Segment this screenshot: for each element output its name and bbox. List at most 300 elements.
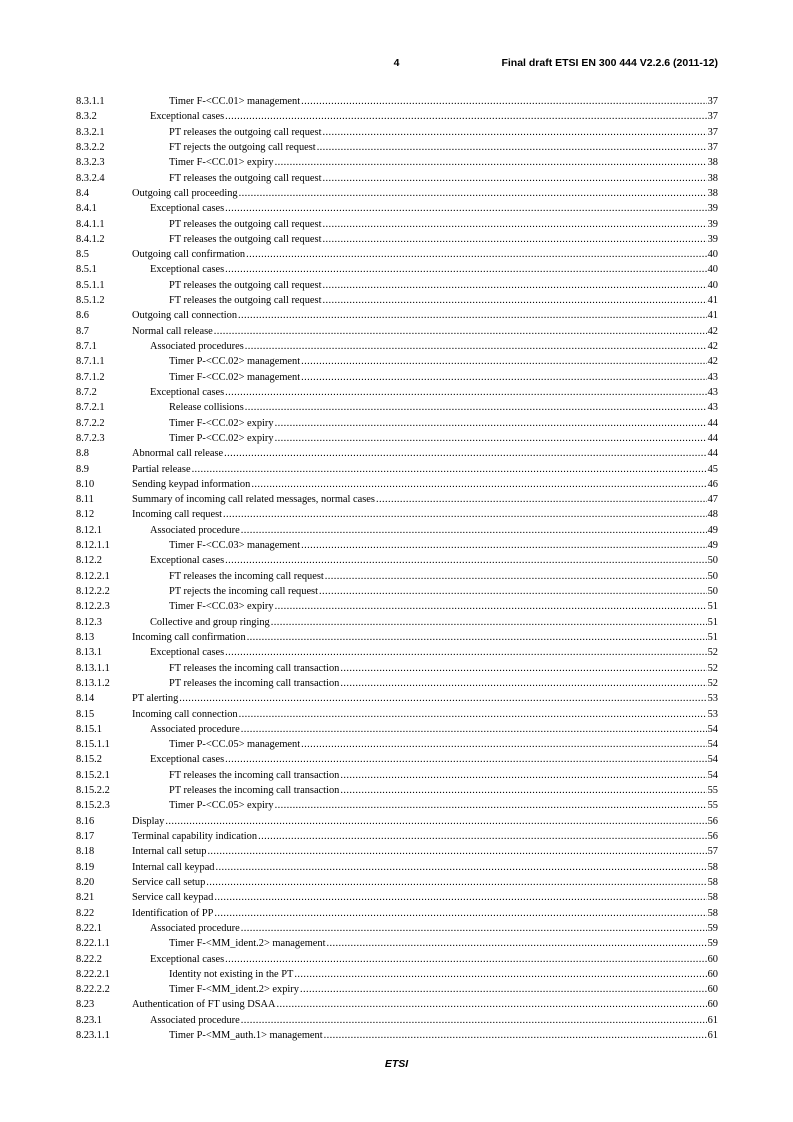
toc-entry-page: 58 [707, 907, 718, 919]
toc-entry-body [132, 125, 718, 140]
toc-entry-title: Exceptional cases [150, 203, 225, 215]
toc-entry-number: 8.4.1 [76, 203, 97, 215]
toc-entry-number: 8.7 [76, 325, 89, 337]
toc-entry-body [132, 1013, 718, 1028]
dot-leader [207, 844, 706, 859]
toc-entry-page: 52 [707, 647, 718, 659]
toc-entry-body [132, 201, 718, 216]
toc-entry-page: 37 [707, 96, 718, 107]
toc-entry-title: Identification of PP [132, 907, 214, 919]
toc-entry-body [132, 661, 718, 676]
dot-leader [214, 324, 707, 339]
toc-entry-title: Exceptional cases [150, 647, 225, 659]
toc-entry-body [132, 783, 718, 798]
toc-entry[interactable] [76, 921, 718, 936]
toc-entry-number: 8.3.1.1 [76, 96, 105, 107]
toc-entry-page: 51 [707, 601, 718, 613]
toc-entry[interactable] [76, 492, 718, 507]
toc-entry[interactable] [76, 829, 718, 844]
toc-entry[interactable] [76, 370, 718, 385]
toc-entry[interactable] [76, 1028, 718, 1043]
toc-entry-number: 8.11 [76, 494, 94, 506]
dot-leader [225, 262, 706, 277]
toc-entry-number: 8.13.1.2 [76, 677, 110, 689]
toc-entry[interactable] [76, 1013, 718, 1028]
toc-entry[interactable] [76, 798, 718, 813]
dot-leader [301, 538, 706, 553]
toc-entry[interactable] [76, 615, 718, 630]
toc-entry-body [132, 94, 718, 109]
toc-entry-page: 43 [707, 386, 718, 398]
toc-entry-body [132, 798, 718, 813]
toc-entry-page: 58 [707, 876, 718, 888]
toc-entry[interactable] [76, 860, 718, 875]
dot-leader [214, 890, 706, 905]
dot-leader [247, 630, 707, 645]
toc-entry-number: 8.4 [76, 187, 89, 199]
toc-entry-page: 60 [707, 968, 718, 980]
toc-entry-body [132, 921, 718, 936]
toc-entry-body [132, 829, 718, 844]
toc-entry-title: Associated procedure [150, 723, 240, 735]
toc-entry-title: Exceptional cases [150, 111, 225, 123]
toc-entry-number: 8.5 [76, 249, 89, 261]
dot-leader [245, 339, 707, 354]
toc-entry-page: 59 [707, 922, 718, 934]
toc-entry-title: PT releases the outgoing call request [169, 279, 322, 291]
toc-entry[interactable] [76, 186, 718, 201]
toc-entry-page: 42 [707, 341, 718, 352]
toc-entry-title: Timer F-<CC.03> expiry [169, 601, 274, 613]
toc-entry-title: Timer F-<CC.03> management [169, 540, 301, 552]
dot-leader [239, 707, 707, 722]
toc-entry-title: Exceptional cases [150, 555, 225, 567]
toc-entry-page: 51 [707, 616, 718, 628]
toc-entry-body [132, 615, 718, 630]
toc-entry-title: Authentication of FT using DSAA [132, 999, 276, 1011]
toc-entry-page: 42 [707, 325, 718, 337]
dot-leader [322, 278, 706, 293]
dot-leader [258, 829, 707, 844]
toc-entry-number: 8.5.1.1 [76, 279, 105, 291]
toc-entry-number: 8.15 [76, 708, 95, 720]
dot-leader [251, 477, 706, 492]
dot-leader [275, 798, 707, 813]
toc-entry-page: 45 [707, 463, 718, 475]
toc-entry-body [132, 477, 718, 492]
toc-entry-title: Timer P-<CC.05> expiry [169, 800, 274, 812]
toc-entry-body [132, 140, 718, 155]
dot-leader [271, 615, 707, 630]
toc-entry-number: 8.10 [76, 478, 95, 490]
toc-entry-title: Partial release [132, 463, 191, 475]
toc-entry-title: Exceptional cases [150, 754, 225, 766]
dot-leader [225, 385, 706, 400]
toc-entry-body [132, 109, 718, 124]
toc-entry-body [132, 630, 718, 645]
toc-entry-page: 37 [707, 111, 718, 123]
toc-entry-title: Identity not existing in the PT [169, 968, 294, 980]
toc-entry-title: Exceptional cases [150, 386, 225, 398]
toc-entry[interactable] [76, 94, 718, 109]
toc-entry[interactable] [76, 477, 718, 492]
toc-entry-number: 8.6 [76, 310, 89, 322]
toc-entry-page: 39 [707, 233, 718, 245]
toc-entry[interactable] [76, 308, 718, 323]
toc-entry-page: 54 [707, 739, 718, 751]
toc-entry-title: Display [132, 815, 165, 827]
toc-entry-title: PT releases the outgoing call request [169, 218, 322, 230]
toc-entry-number: 8.14 [76, 693, 95, 705]
dot-leader [223, 507, 707, 522]
toc-entry[interactable] [76, 844, 718, 859]
toc-entry[interactable] [76, 201, 718, 216]
toc-entry-title: Exceptional cases [150, 264, 225, 276]
toc-entry-number: 8.3.2.4 [76, 172, 105, 184]
toc-entry[interactable] [76, 584, 718, 599]
dot-leader [325, 569, 707, 584]
toc-entry[interactable] [76, 523, 718, 538]
toc-entry-body [132, 370, 718, 385]
toc-entry-body [132, 538, 718, 553]
dot-leader [214, 906, 706, 921]
dot-leader [192, 462, 707, 477]
toc-entry-number: 8.21 [76, 892, 95, 904]
toc-entry-page: 40 [707, 264, 718, 276]
toc-entry-title: Service call setup [132, 876, 206, 888]
toc-entry-title: Abnormal call release [132, 448, 224, 460]
toc-entry-title: Collective and group ringing [150, 616, 270, 628]
toc-entry-page: 61 [707, 1030, 718, 1042]
toc-entry-body [132, 492, 718, 507]
toc-entry-title: Associated procedure [150, 524, 240, 536]
toc-entry-body [132, 354, 718, 369]
toc-entry[interactable] [76, 431, 718, 446]
toc-entry-page: 53 [707, 708, 718, 720]
toc-entry[interactable] [76, 446, 718, 461]
toc-entry-number: 8.23.1.1 [76, 1030, 110, 1042]
toc-entry-body [132, 462, 718, 477]
toc-entry-body [132, 875, 718, 890]
dot-leader [340, 661, 706, 676]
toc-entry-page: 52 [707, 677, 718, 689]
toc-entry[interactable] [76, 599, 718, 614]
toc-entry[interactable] [76, 906, 718, 921]
toc-entry-body [132, 553, 718, 568]
toc-entry-number: 8.3.2.3 [76, 157, 105, 169]
toc-entry-title: FT releases the incoming call transaction [169, 769, 340, 781]
toc-entry-page: 37 [707, 126, 718, 138]
toc-entry-title: Exceptional cases [150, 953, 225, 965]
toc-entry-title: Service call keypad [132, 892, 214, 904]
dot-leader [225, 645, 706, 660]
toc-entry-page: 51 [707, 631, 718, 643]
footer-etsi: ETSI [384, 1058, 409, 1070]
table-of-contents [76, 94, 718, 1043]
toc-entry[interactable] [76, 324, 718, 339]
toc-entry-title: Associated procedure [150, 922, 240, 934]
toc-entry[interactable] [76, 538, 718, 553]
toc-entry-title: FT releases the incoming call transaction [169, 662, 340, 674]
toc-entry-title: Sending keypad information [132, 478, 251, 490]
toc-entry-body [132, 752, 718, 767]
toc-entry-body [132, 186, 718, 201]
toc-entry[interactable] [76, 569, 718, 584]
toc-entry[interactable] [76, 967, 718, 982]
toc-entry-title: Timer P-<MM_auth.1> management [169, 1030, 323, 1042]
toc-entry[interactable] [76, 416, 718, 431]
toc-entry-number: 8.17 [76, 831, 95, 842]
toc-entry-page: 38 [707, 157, 718, 169]
toc-entry-body [132, 1028, 718, 1043]
toc-entry-page: 37 [707, 141, 718, 153]
toc-entry-page: 39 [707, 218, 718, 230]
toc-entry-title: Outgoing call connection [132, 310, 238, 322]
toc-entry-title: Associated procedures [150, 341, 244, 352]
toc-entry-title: FT releases the outgoing call request [169, 295, 322, 307]
toc-entry-page: 58 [707, 892, 718, 904]
toc-entry-body [132, 936, 718, 951]
toc-entry-title: Timer P-<CC.02> expiry [169, 432, 274, 444]
toc-entry[interactable] [76, 155, 718, 170]
toc-entry[interactable] [76, 354, 718, 369]
toc-entry[interactable] [76, 936, 718, 951]
toc-entry-number: 8.5.1.2 [76, 295, 105, 307]
toc-entry[interactable] [76, 997, 718, 1012]
toc-entry-page: 54 [707, 723, 718, 735]
toc-entry-page: 56 [707, 815, 718, 827]
toc-entry-page: 46 [707, 478, 718, 490]
toc-entry[interactable] [76, 385, 718, 400]
toc-entry-body [132, 171, 718, 186]
toc-entry[interactable] [76, 645, 718, 660]
toc-entry-page: 55 [707, 800, 718, 812]
toc-entry-body [132, 278, 718, 293]
toc-entry-body [132, 446, 718, 461]
toc-entry-number: 8.22.2.2 [76, 984, 110, 996]
toc-entry-number: 8.22 [76, 907, 95, 919]
toc-entry-number: 8.18 [76, 846, 95, 858]
dot-leader [300, 982, 707, 997]
toc-entry-body [132, 890, 718, 905]
toc-entry-body [132, 599, 718, 614]
toc-entry-number: 8.22.2 [76, 953, 102, 965]
toc-entry-page: 41 [707, 310, 718, 322]
dot-leader [277, 997, 707, 1012]
toc-entry-page: 38 [707, 187, 718, 199]
toc-entry[interactable] [76, 462, 718, 477]
toc-entry-page: 39 [707, 203, 718, 215]
toc-entry[interactable] [76, 171, 718, 186]
toc-entry[interactable] [76, 890, 718, 905]
dot-leader [301, 370, 706, 385]
toc-entry-number: 8.12.3 [76, 616, 102, 628]
dot-leader [301, 354, 706, 369]
toc-entry[interactable] [76, 293, 718, 308]
page-number: 4 [393, 57, 400, 69]
toc-entry[interactable] [76, 278, 718, 293]
toc-entry-title: Timer F-<CC.01> management [169, 96, 301, 107]
toc-entry-body [132, 814, 718, 829]
dot-leader [322, 232, 706, 247]
toc-entry[interactable] [76, 676, 718, 691]
dot-leader [275, 155, 707, 170]
toc-entry-number: 8.15.2.1 [76, 769, 110, 781]
toc-entry-title: Normal call release [132, 325, 213, 337]
toc-entry[interactable] [76, 722, 718, 737]
toc-entry-page: 56 [707, 831, 718, 842]
toc-entry-page: 43 [707, 371, 718, 383]
toc-entry[interactable] [76, 140, 718, 155]
toc-entry-number: 8.22.1.1 [76, 938, 110, 950]
toc-entry[interactable] [76, 783, 718, 798]
toc-entry-page: 49 [707, 524, 718, 536]
toc-entry[interactable] [76, 630, 718, 645]
dot-leader [322, 171, 706, 186]
toc-entry-page: 44 [707, 417, 718, 429]
toc-entry-title: Internal call setup [132, 846, 207, 858]
toc-entry-page: 40 [707, 249, 718, 261]
toc-entry-body [132, 722, 718, 737]
toc-entry[interactable] [76, 125, 718, 140]
toc-entry-title: Timer P-<CC.05> management [169, 739, 301, 751]
toc-entry-body [132, 385, 718, 400]
toc-entry[interactable] [76, 875, 718, 890]
toc-entry-body [132, 400, 718, 415]
toc-entry-page: 40 [707, 279, 718, 291]
dot-leader [241, 1013, 707, 1028]
toc-entry-number: 8.12.2.2 [76, 586, 110, 597]
toc-entry-title: PT rejects the incoming call request [169, 586, 318, 597]
dot-leader [241, 722, 707, 737]
dot-leader [340, 768, 706, 783]
toc-entry-body [132, 155, 718, 170]
toc-entry[interactable] [76, 814, 718, 829]
toc-entry-title: FT releases the outgoing call request [169, 233, 322, 245]
toc-entry-body [132, 339, 718, 354]
toc-entry-number: 8.23.1 [76, 1014, 102, 1026]
toc-entry-body [132, 707, 718, 722]
toc-entry-number: 8.15.1 [76, 723, 102, 735]
toc-entry-body [132, 217, 718, 232]
dot-leader [324, 1028, 707, 1043]
toc-entry-number: 8.12.1.1 [76, 540, 110, 552]
toc-entry-number: 8.7.2.1 [76, 402, 105, 414]
toc-entry[interactable] [76, 232, 718, 247]
toc-entry-page: 54 [707, 769, 718, 781]
toc-entry-title: Timer P-<CC.02> management [169, 356, 301, 368]
toc-entry-page: 41 [707, 295, 718, 307]
toc-entry-number: 8.20 [76, 876, 95, 888]
toc-entry-number: 8.15.1.1 [76, 739, 110, 751]
dot-leader [319, 584, 707, 599]
toc-entry-body [132, 507, 718, 522]
toc-entry[interactable] [76, 982, 718, 997]
toc-entry[interactable] [76, 661, 718, 676]
toc-entry-number: 8.3.2.2 [76, 141, 105, 153]
toc-entry-title: PT releases the incoming call transaction [169, 785, 340, 797]
toc-entry-page: 50 [707, 570, 718, 582]
toc-entry[interactable] [76, 262, 718, 277]
toc-entry-body [132, 569, 718, 584]
dot-leader [225, 553, 706, 568]
toc-entry[interactable] [76, 768, 718, 783]
toc-entry[interactable] [76, 691, 718, 706]
toc-entry[interactable] [76, 339, 718, 354]
toc-entry-title: Associated procedure [150, 1014, 240, 1026]
toc-entry-title: Summary of incoming call related messages, normal cases [132, 494, 375, 506]
dot-leader [225, 109, 706, 124]
toc-entry-number: 8.12.1 [76, 524, 102, 536]
toc-entry-number: 8.9 [76, 463, 89, 475]
toc-entry[interactable] [76, 400, 718, 415]
toc-entry-body [132, 844, 718, 859]
toc-entry-page: 57 [707, 846, 718, 858]
toc-entry-number: 8.13.1 [76, 647, 102, 659]
toc-entry-title: PT releases the incoming call transaction [169, 677, 340, 689]
dot-leader [179, 691, 706, 706]
dot-leader [238, 308, 707, 323]
toc-entry[interactable] [76, 553, 718, 568]
toc-entry[interactable] [76, 247, 718, 262]
toc-entry-body [132, 324, 718, 339]
toc-entry-page: 43 [707, 402, 718, 414]
toc-entry-body [132, 523, 718, 538]
toc-entry-number: 8.12.2 [76, 555, 102, 567]
toc-entry[interactable] [76, 707, 718, 722]
toc-entry-page: 53 [707, 693, 718, 705]
toc-entry[interactable] [76, 109, 718, 124]
toc-entry-page: 60 [707, 953, 718, 965]
dot-leader [246, 247, 706, 262]
toc-entry-number: 8.15.2.3 [76, 800, 110, 812]
toc-entry-title: Timer F-<CC.02> management [169, 371, 301, 383]
dot-leader [241, 523, 707, 538]
toc-entry-number: 8.8 [76, 448, 89, 460]
document-title: Final draft ETSI EN 300 444 V2.2.6 (2011-12) [501, 57, 718, 69]
dot-leader [225, 201, 706, 216]
toc-entry-number: 8.15.2 [76, 754, 102, 766]
toc-entry-body [132, 262, 718, 277]
toc-entry-title: Incoming call request [132, 509, 223, 521]
toc-entry-title: Release collisions [169, 402, 244, 414]
dot-leader [241, 921, 707, 936]
toc-entry-body [132, 584, 718, 599]
toc-entry[interactable] [76, 952, 718, 967]
toc-entry-body [132, 737, 718, 752]
dot-leader [275, 599, 707, 614]
toc-entry-page: 60 [707, 984, 718, 996]
toc-entry-body [132, 967, 718, 982]
toc-entry-title: FT releases the outgoing call request [169, 172, 322, 184]
toc-entry[interactable] [76, 737, 718, 752]
toc-entry-title: Outgoing call confirmation [132, 249, 246, 261]
toc-entry[interactable] [76, 752, 718, 767]
toc-entry-body [132, 293, 718, 308]
toc-entry-title: PT alerting [132, 693, 179, 705]
dot-leader [216, 860, 707, 875]
toc-entry-number: 8.7.1.1 [76, 356, 105, 368]
dot-leader [245, 400, 707, 415]
toc-entry-page: 52 [707, 662, 718, 674]
toc-entry[interactable] [76, 507, 718, 522]
dot-leader [301, 737, 706, 752]
toc-entry-number: 8.22.1 [76, 922, 102, 934]
toc-entry[interactable] [76, 217, 718, 232]
toc-entry-title: Outgoing call proceeding [132, 187, 238, 199]
toc-entry-body [132, 232, 718, 247]
toc-entry-page: 59 [707, 938, 718, 950]
